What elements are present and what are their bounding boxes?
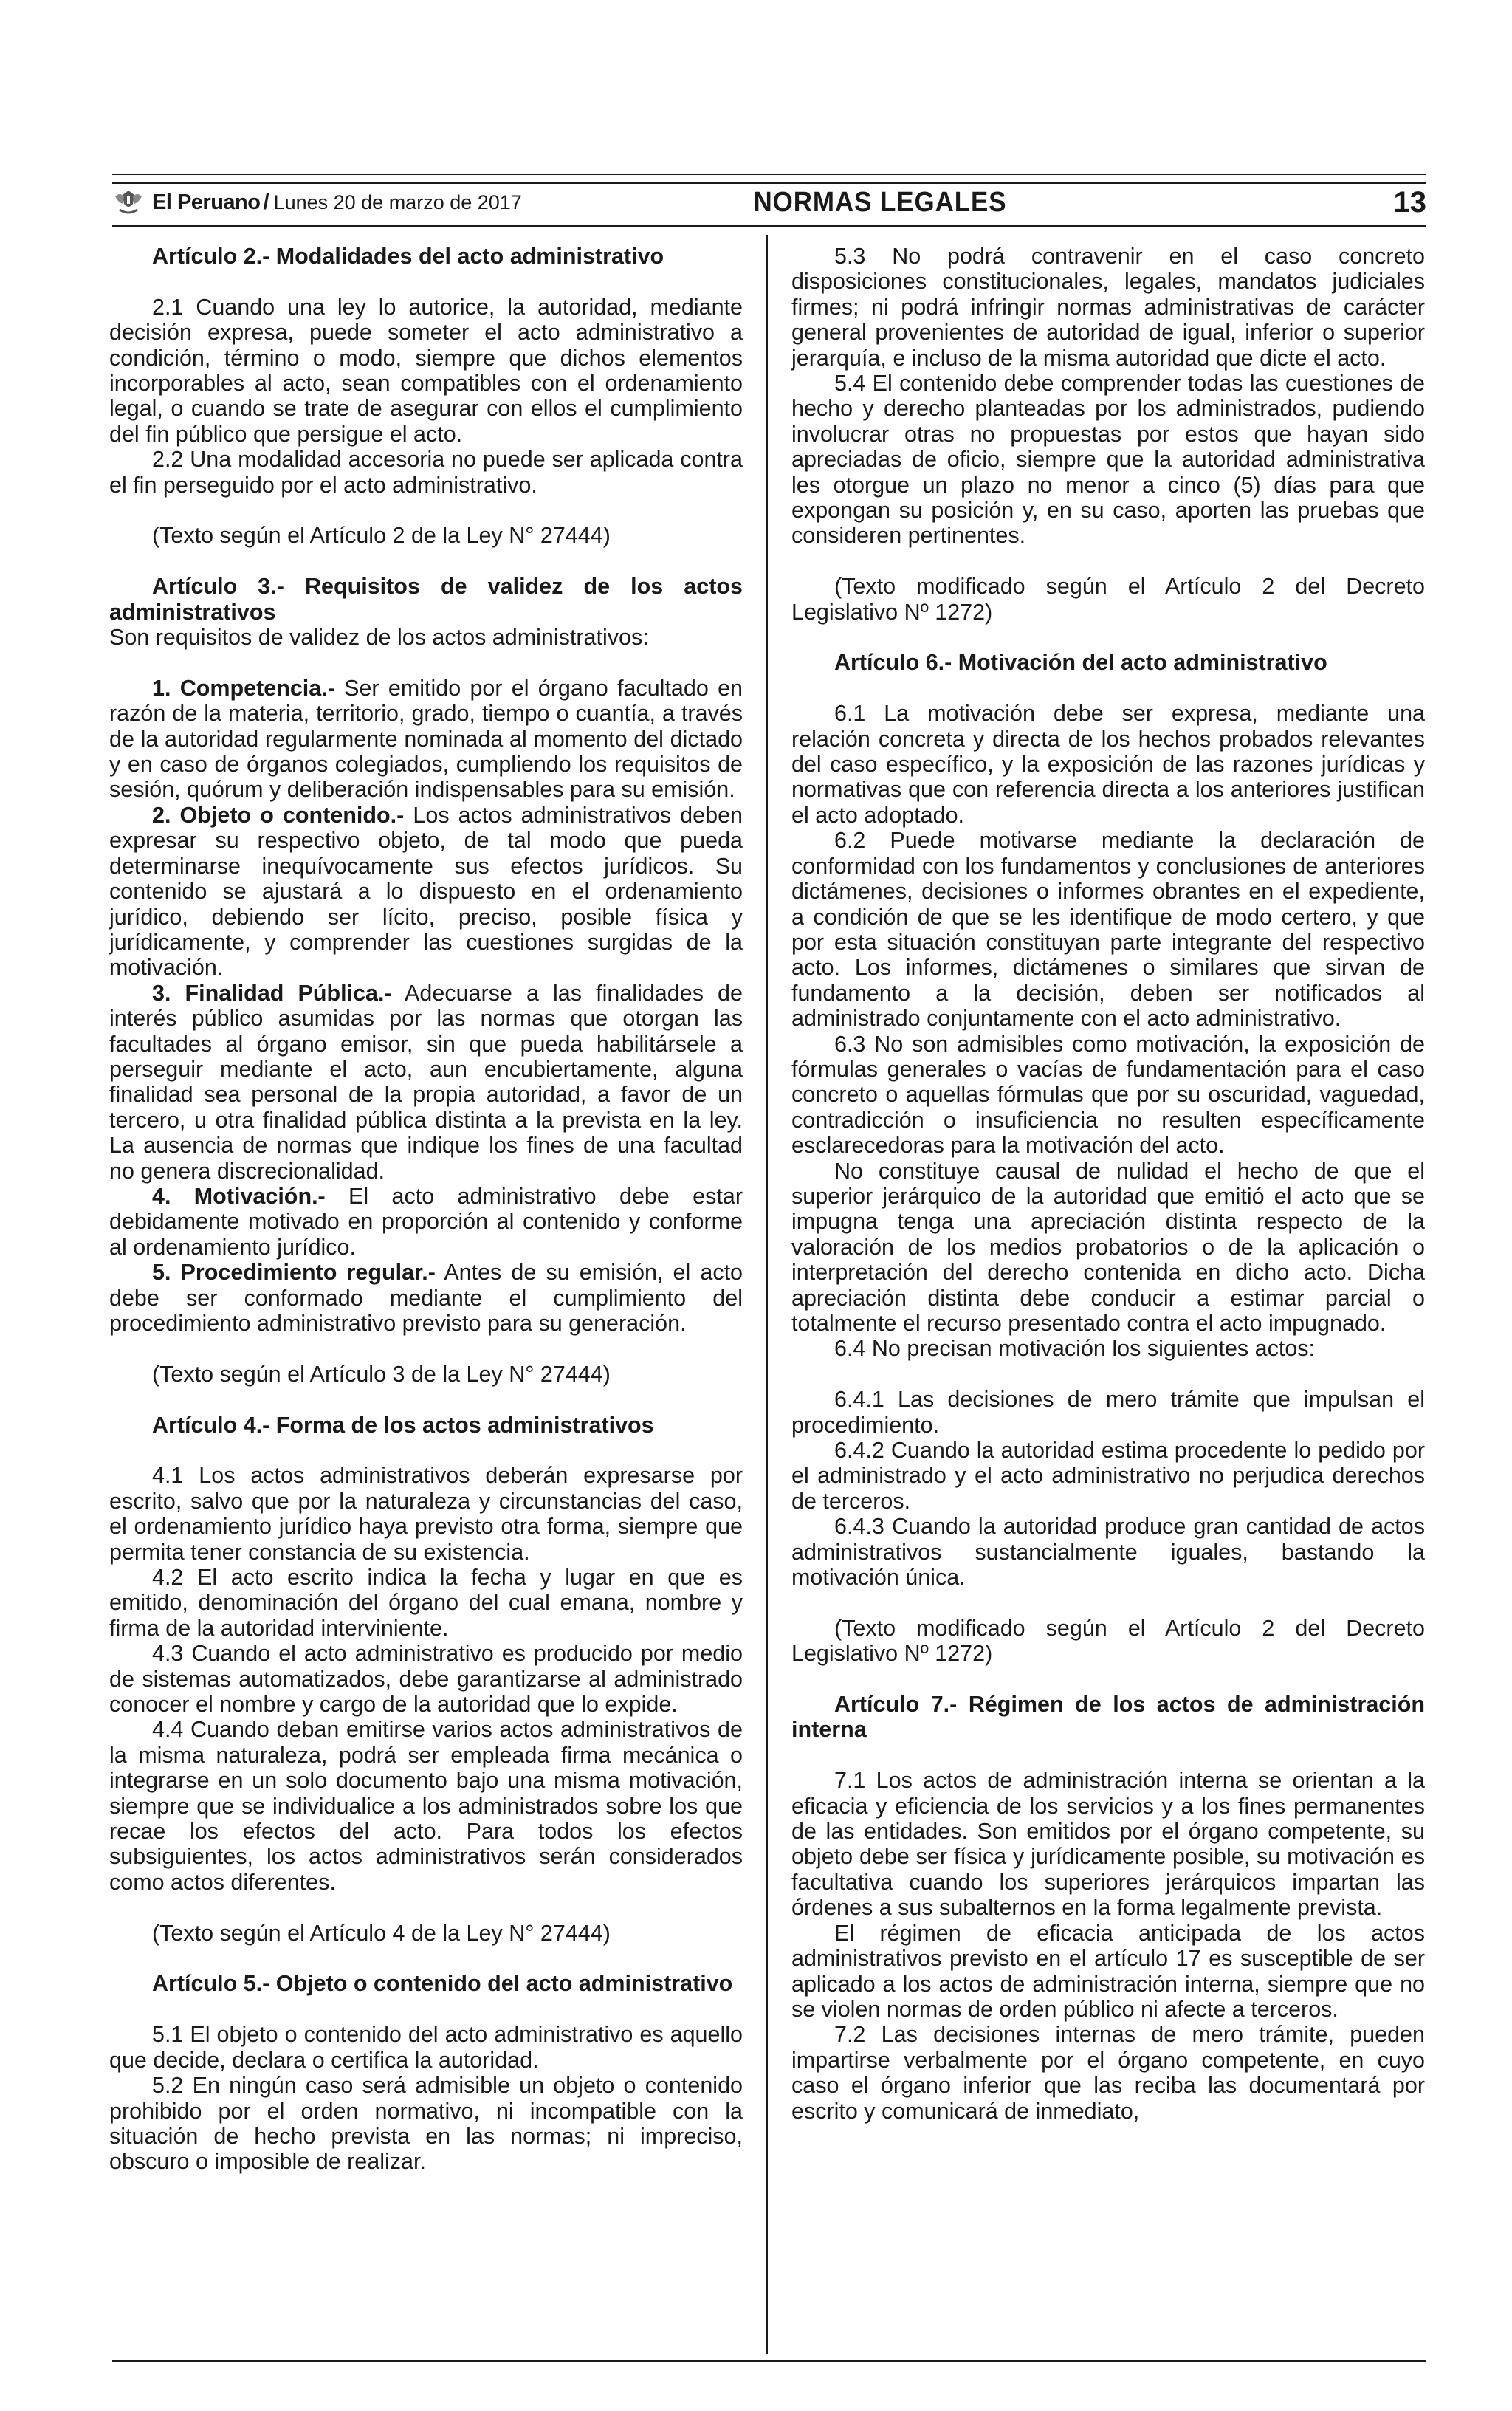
paragraph: 5.2 En ningún caso será admisible un objeto o contenido prohibido por el orden normativo, ni incompatible con la situación de hecho prevista en las normas; ni impreciso, obscuro o imposible de realizar. bbox=[109, 2073, 743, 2175]
paragraph: 4.4 Cuando deban emitirse varios actos administrativos de la misma naturaleza, podrá ser empleada firma mecánica o integrarse en un solo documento bajo una misma motivación, siempre que se individualice a los administrados sobre los que recae los efectos del acto. Para todos los efectos subsiguientes, los actos administrativos serán considerados como actos diferentes. bbox=[109, 1717, 743, 1895]
item-text: Los actos administrativos deben expresar su respectivo objeto, de tal modo que pueda determinarse inequívocamente sus efectos jurídicos. Su contenido se ajustará a lo dispuesto en el ordenamiento jurídico, debiendo ser lícito, preciso, posible física y jurídicamente, y comprender las cuestiones surgidas de la motivación. bbox=[109, 802, 743, 981]
paragraph: 4.1 Los actos administrativos deberán expresarse por escrito, salvo que por la naturaleza y circunstancias del caso, el ordenamiento jurídico haya previsto otra forma, siempre que permita tener constancia de su existencia. bbox=[109, 1463, 743, 1565]
paragraph: 6.1 La motivación debe ser expresa, mediante una relación concreta y directa de los hechos probados relevantes del caso específico, y la exposición de las razones jurídicas y normativas que con referencia directa a los anteriores justifican el acto adoptado. bbox=[791, 701, 1425, 828]
paragraph: 6.4 No precisan motivación los siguientes actos: bbox=[834, 1336, 1315, 1362]
paragraph: 6.2 Puede motivarse mediante la declaración de conformidad con los fundamentos y conclusiones de anteriores dictámenes, decisiones o informes obrantes en el expediente, a condición de que se les identifique de modo certero, y que por esta situación constituyan parte integrante del respectivo acto. Los informes, dictámenes o similares que sirvan de fundamento a la decisión, deben ser notificados al administrado conjuntamente con el acto administrativo. bbox=[791, 828, 1425, 1032]
paragraph: No constituye causal de nulidad el hecho de que el superior jerárquico de la autoridad que emitió el acto que se impugna tenga una apreciación distinta respecto de la valoración de los medios probatorios o de la aplicación o interpretación del derecho contenida en dicho acto. Dicha apreciación distinta debe conducir a estimar parcial o totalmente el recurso presentado contra el acto impugnado. bbox=[791, 1158, 1425, 1337]
source-note: (Texto según el Artículo 4 de la Ley N° 27444) bbox=[152, 1920, 611, 1946]
list-item bbox=[109, 803, 743, 981]
source-note: (Texto según el Artículo 3 de la Ley N° 27444) bbox=[152, 1361, 611, 1387]
issue-date: Lunes 20 de marzo de 2017 bbox=[273, 191, 522, 213]
right-column bbox=[791, 244, 1425, 2124]
list-item bbox=[109, 676, 743, 803]
article-5-title: Artículo 5.- Objeto o contenido del acto administrativo bbox=[152, 1971, 733, 1997]
paragraph: 5.1 El objeto o contenido del acto administrativo es aquello que decide, declara o certifica la autoridad. bbox=[109, 2022, 743, 2073]
paragraph: 2.2 Una modalidad accesoria no puede ser aplicada contra el fin perseguido por el acto administrativo. bbox=[109, 447, 743, 498]
paragraph: 5.3 No podrá contravenir en el caso concreto disposiciones constitucionales, legales, mandatos judiciales firmes; ni podrá infringir normas administrativas de carácter general provenientes de autoridad de igual, inferior o superior jerarquía, e incluso de la misma autoridad que dicte el acto. bbox=[791, 244, 1425, 371]
paragraph: 4.3 Cuando el acto administrativo es producido por medio de sistemas automatizados, debe garantizarse al administrado conocer el nombre y cargo de la autoridad que lo expide. bbox=[109, 1641, 743, 1718]
paragraph: El régimen de eficacia anticipada de los actos administrativos previsto en el artículo 17 es susceptible de ser aplicado a los actos de administración interna, siempre que no se violen normas de orden público ni afecte a terceros. bbox=[791, 1920, 1425, 2022]
left-column bbox=[109, 244, 743, 2175]
coat-of-arms-icon bbox=[112, 188, 145, 217]
item-label: 4. Motivación.- bbox=[152, 1183, 326, 1209]
item-text: Adecuarse a las finalidades de interés público asumidas por las normas que otorgan las facultades al órgano emisor, sin que pueda habilitársele a perseguir mediante el acto, aun encubiertamente, alguna finalidad sea personal de la propia autoridad, a favor de un tercero, u otra finalidad pública distinta a la prevista en la ley. La ausencia de normas que indique los fines de una facultad no genera discrecionalidad. bbox=[109, 980, 743, 1184]
article-7-title: Artículo 7.- Régimen de los actos de administración interna bbox=[791, 1692, 1425, 1743]
paragraph: 6.4.2 Cuando la autoridad estima procedente lo pedido por el administrado y el acto administrativo no perjudica derechos de terceros. bbox=[791, 1438, 1425, 1514]
header-separator: / bbox=[263, 190, 269, 214]
header-rule-bottom bbox=[112, 225, 1426, 227]
list-item bbox=[109, 981, 743, 1184]
paragraph: Son requisitos de validez de los actos administrativos: bbox=[109, 625, 649, 651]
item-text: El acto administrativo debe estar debidamente motivado en proporción al contenido y conforme al ordenamiento jurídico. bbox=[109, 1183, 743, 1260]
newspaper-name: El Peruano bbox=[152, 190, 261, 214]
item-label: 2. Objeto o contenido.- bbox=[152, 802, 405, 828]
list-item bbox=[109, 1184, 743, 1260]
footer-rule bbox=[112, 2360, 1426, 2362]
page-number: 13 bbox=[1393, 186, 1426, 219]
paragraph: 6.4.3 Cuando la autoridad produce gran cantidad de actos administrativos sustancialmente iguales, bastando la motivación única. bbox=[791, 1514, 1425, 1591]
item-text: Antes de su emisión, el acto debe ser conformado mediante el cumplimiento del procedimiento administrativo previsto para su generación. bbox=[109, 1260, 743, 1336]
source-note: (Texto según el Artículo 2 de la Ley N° 27444) bbox=[152, 523, 611, 549]
source-note: (Texto modificado según el Artículo 2 del Decreto Legislativo Nº 1272) bbox=[791, 574, 1425, 625]
header-rule-thin bbox=[112, 174, 1426, 175]
article-6-title: Artículo 6.- Motivación del acto administrativo bbox=[834, 650, 1327, 676]
item-label: 3. Finalidad Pública.- bbox=[152, 980, 392, 1006]
article-3-title: Artículo 3.- Requisitos de validez de los actos administrativos bbox=[109, 574, 743, 625]
paragraph: 6.3 No son admisibles como motivación, la exposición de fórmulas generales o vacías de fundamentación para el caso concreto o aquellas fórmulas que por su oscuridad, vaguedad, contradicción o insuficiencia no resulten específicamente esclarecedoras para la motivación del acto. bbox=[791, 1031, 1425, 1159]
item-label: 5. Procedimiento regular.- bbox=[152, 1260, 436, 1286]
item-text: Ser emitido por el órgano facultado en razón de la materia, territorio, grado, tiempo o cuantía, a través de la autoridad regularmente nominada al momento del dictado y en caso de órganos colegiados, cumpliendo los requisitos de sesión, quórum y deliberación indispensables para su emisión. bbox=[109, 675, 743, 803]
source-note: (Texto modificado según el Artículo 2 del Decreto Legislativo Nº 1272) bbox=[791, 1615, 1425, 1667]
paragraph: 2.1 Cuando una ley lo autorice, la autoridad, mediante decisión expresa, puede someter el acto administrativo a condición, término o modo, siempre que dichos elementos incorporables al acto, sean compatibles con el ordenamiento legal, o cuando se trate de asegurar con ellos el cumplimiento del fin público que persigue el acto. bbox=[109, 294, 743, 447]
masthead bbox=[112, 186, 522, 219]
page-header bbox=[112, 186, 1426, 219]
column-divider bbox=[766, 235, 768, 2354]
list-item bbox=[109, 1260, 743, 1336]
article-2-title: Artículo 2.- Modalidades del acto administrativo bbox=[152, 244, 664, 269]
item-label: 1. Competencia.- bbox=[152, 675, 335, 701]
paragraph: 7.2 Las decisiones internas de mero trámite, pueden impartirse verbalmente por el órgano competente, en cuyo caso el órgano inferior que las reciba las documentará por escrito y comunicará de inmediato, bbox=[791, 2022, 1425, 2124]
header-rule-top bbox=[112, 182, 1426, 184]
paragraph: 6.4.1 Las decisiones de mero trámite que impulsan el procedimiento. bbox=[791, 1387, 1425, 1438]
paragraph: 7.1 Los actos de administración interna se orientan a la eficacia y eficiencia de los servicios y a los fines permanentes de las entidades. Son emitidos por el órgano competente, su objeto debe ser física y jurídicamente posible, su motivación es facultativa cuando los superiores jerárquicos impartan las órdenes a sus subalternos en la forma legalmente prevista. bbox=[791, 1768, 1425, 1921]
paragraph: 5.4 El contenido debe comprender todas las cuestiones de hecho y derecho planteadas por los administrados, pudiendo involucrar otras no propuestas por estos que hayan sido apreciadas de oficio, siempre que la autoridad administrativa les otorgue un plazo no menor a cinco (5) días para que expongan su posición y, en su caso, aporten las pruebas que consideren pertinentes. bbox=[791, 371, 1425, 549]
article-4-title: Artículo 4.- Forma de los actos administrativos bbox=[152, 1412, 654, 1438]
section-title: NORMAS LEGALES bbox=[753, 187, 1007, 218]
paragraph: 4.2 El acto escrito indica la fecha y lugar en que es emitido, denominación del órgano del cual emana, nombre y firma de la autoridad interviniente. bbox=[109, 1565, 743, 1641]
